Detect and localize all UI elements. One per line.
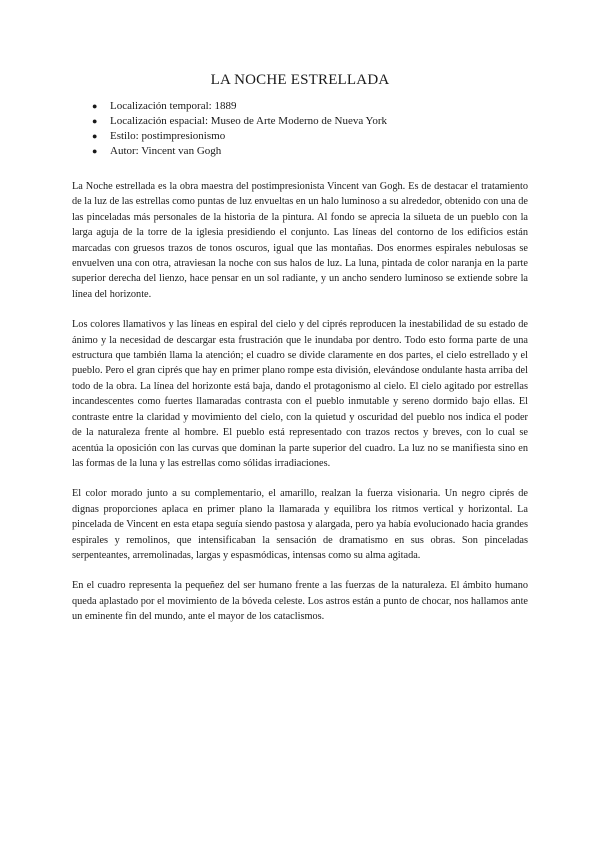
detail-item-style xyxy=(92,129,528,144)
detail-item-date xyxy=(92,99,528,114)
bullet-icon: ● xyxy=(92,101,98,111)
body-paragraph: En el cuadro representa la pequeñez del ser humano frente a las fuerzas de la naturaleza. El ámbito humano queda aplastado por el movimiento de la bóveda celeste. Los astros están a punto de chocar, nos hallamos ante un eminente fin del mundo, ante el mayor de los cataclismos. xyxy=(72,580,528,623)
detail-text: Localización espacial: Museo de Arte Moderno de Nueva York xyxy=(110,115,388,127)
detail-text: Localización temporal: 1889 xyxy=(110,100,237,112)
body-paragraph: El color morado junto a su complementario, el amarillo, realzan la fuerza visionaria. Un negro ciprés de dignas proporciones aplaca en primer plano la llamarada y equilibra los ritmos vertical y horizontal. La pincelada de Vincent en esta etapa seguía siendo pastosa y alargada, pero ya había evolucionado hacia grandes espirales y remolinos, que intensificaban la sensación de dramatismo en sus obras. Son pinceladas serpenteantes, arremolinadas, largas y espasmódicas, intensas como su alma agitada. xyxy=(72,488,528,561)
bullet-icon: ● xyxy=(92,146,98,156)
page-title: LA NOCHE ESTRELLADA xyxy=(210,72,390,88)
detail-text: Estilo: postimpresionismo xyxy=(110,130,226,142)
details-list xyxy=(72,99,528,159)
detail-text: Autor: Vincent van Gogh xyxy=(110,145,222,157)
detail-item-author xyxy=(92,144,528,159)
bullet-icon: ● xyxy=(92,116,98,126)
detail-item-location xyxy=(92,114,528,129)
bullet-icon: ● xyxy=(92,131,98,141)
body-paragraph: Los colores llamativos y las líneas en espiral del cielo y del ciprés reproducen la inestabilidad de su estado de ánimo y la necesidad de descargar esta frustración que le inundaba por dentro. Todo esto forma parte de una estructura que también llama la atención; el cuadro se divide claramente en dos partes, el cielo estrellado y el pueblo. Pero el gran ciprés que hay en primer plano rompe esta división, elevándose ondulante hasta arriba del todo de la obra. La línea del horizonte está baja, dando el protagonismo al cielo. El cielo agitado por estrellas incandescentes como fuertes llamaradas contrasta con el pueblo inmutable y sereno dormido bajo ellas. El contraste entre la claridad y movimiento del cielo, con la quietud y oscuridad del pueblo nos indica el poder de la naturaleza frente al hombre. El pueblo está representado con trazos rectos y breves, con lo cual se acentúa la oposición con las curvas que dominan la parte superior del cuadro. La luz no se manifiesta sino en las formas de la luna y las estrellas como sólidas irradiaciones. xyxy=(72,319,528,469)
body-paragraph: La Noche estrellada es la obra maestra del postimpresionista Vincent van Gogh. Es de destacar el tratamiento de la luz de las estrellas como puntas de luz envueltas en un halo luminoso a su alrededor, obtenido con una de las pinceladas más personales de la historia de la pintura. Al fondo se aprecia la silueta de un pueblo con la larga aguja de la torre de la iglesia presidiendo el conjunto. Las líneas del contorno de los edificios están marcadas con gruesos trazos de tonos oscuros, igual que las montañas. Dos enormes espirales nebulosas se envuelven una con otra, atraviesan la noche con sus halos de luz. La luna, pintada de color naranja en la parte superior derecha del lienzo, hace pensar en un sol radiante, y un ancho sendero luminoso se extiende sobre la línea del horizonte. xyxy=(72,181,528,300)
